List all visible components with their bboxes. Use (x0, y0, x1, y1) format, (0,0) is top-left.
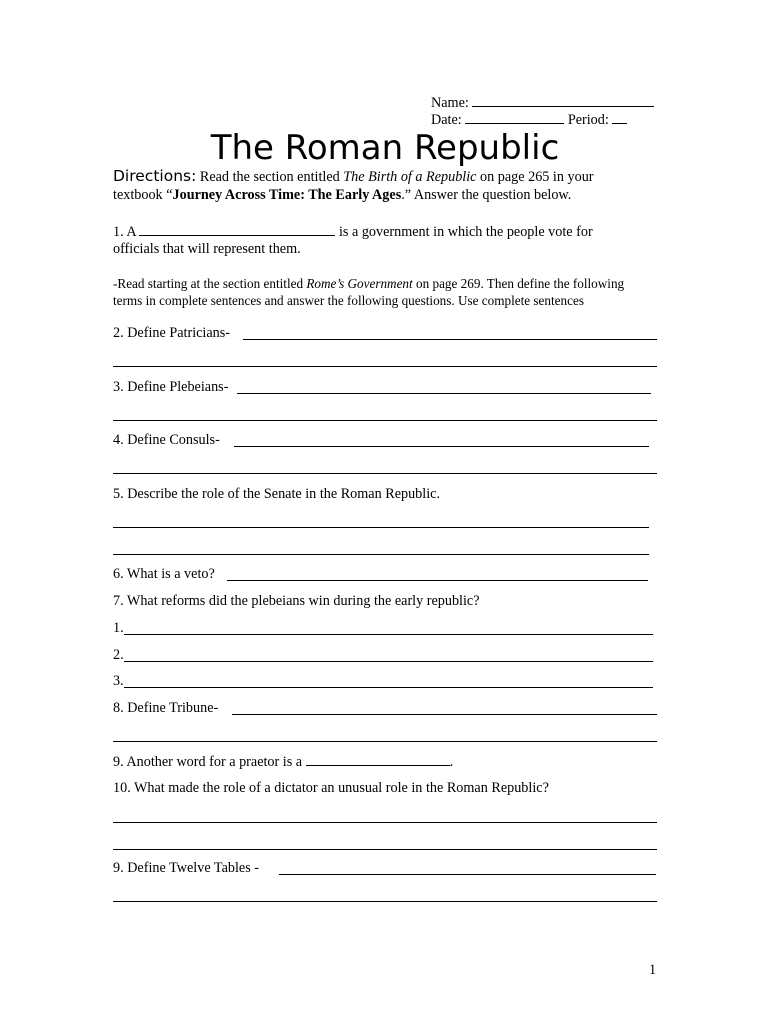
question-twelve-tables: 9. Define Twelve Tables - (113, 860, 260, 876)
q9-text: 9. Another word for a praetor is a (113, 754, 303, 770)
twelve-tables-answer-line[interactable] (279, 874, 656, 875)
q2-answer-line[interactable] (113, 366, 657, 367)
read-instructions-line-2: terms in complete sentences and answer the following questions. Use complete sentences (113, 293, 584, 308)
q4-answer-line[interactable] (234, 446, 649, 447)
q3-answer-line[interactable] (113, 420, 657, 421)
q7-item-label: 3. (113, 673, 124, 689)
question-8: 8. Define Tribune- (113, 700, 219, 716)
q9-period: . (449, 754, 454, 770)
read-text-1: -Read starting at the section entitled (113, 276, 307, 291)
q5-answer-line[interactable] (113, 527, 649, 528)
question-2: 2. Define Patricians- (113, 325, 231, 341)
q10-answer-line[interactable] (113, 849, 657, 850)
directions-line-2 (113, 187, 571, 204)
q3-answer-line[interactable] (237, 393, 651, 394)
q4-answer-line[interactable] (113, 473, 657, 474)
read-section-title: Rome’s Government (306, 276, 413, 291)
question-3: 3. Define Plebeians- (113, 379, 229, 395)
read-instructions-line-1 (113, 276, 624, 292)
question-5: 5. Describe the role of the Senate in the Roman Republic. (113, 486, 441, 502)
date-period-field (431, 111, 627, 129)
period-label: Period: (567, 112, 609, 128)
q7-item-label: 2. (113, 647, 124, 663)
q1-prefix: 1. A (113, 224, 136, 240)
directions-text-3: textbook “ (113, 187, 173, 203)
q5-answer-line[interactable] (113, 554, 649, 555)
name-blank[interactable] (472, 94, 654, 107)
question-1 (113, 223, 593, 241)
q10-answer-line[interactable] (113, 822, 657, 823)
name-label: Name: (431, 95, 469, 111)
q2-answer-line[interactable] (243, 339, 657, 340)
date-label: Date: (431, 112, 462, 128)
directions-text: Read the section entitled (199, 169, 344, 185)
page-title: The Roman Republic (210, 128, 560, 168)
q7-item-line[interactable] (124, 634, 653, 635)
directions-line-1 (113, 168, 594, 186)
question-10: 10. What made the role of a dictator an unusual role in the Roman Republic? (113, 780, 549, 796)
read-text-2: on page 269. Then define the following (412, 276, 625, 291)
name-field[interactable] (431, 94, 654, 112)
question-9 (113, 753, 453, 771)
directions-text-4: .” Answer the question below. (401, 187, 572, 203)
directions-label: Directions: (113, 167, 197, 185)
q8-answer-line[interactable] (232, 714, 657, 715)
page-number: 1 (649, 962, 657, 978)
question-7: 7. What reforms did the plebeians win during the early republic? (113, 593, 480, 609)
twelve-tables-answer-line[interactable] (113, 901, 657, 902)
question-6: 6. What is a veto? (113, 566, 215, 582)
q7-item-line[interactable] (124, 687, 653, 688)
q8-answer-line[interactable] (113, 741, 657, 742)
q1-suffix: is a government in which the people vote for (338, 224, 593, 240)
q7-item-line[interactable] (124, 661, 653, 662)
directions-section-title: The Birth of a Republic (343, 169, 477, 185)
q6-answer-line[interactable] (227, 580, 648, 581)
textbook-title: Journey Across Time: The Early Ages (172, 187, 402, 203)
question-4: 4. Define Consuls- (113, 432, 220, 448)
date-blank[interactable] (465, 111, 564, 124)
q1-line-2: officials that will represent them. (113, 241, 301, 257)
q7-item-label: 1. (113, 620, 124, 636)
period-blank[interactable] (612, 111, 627, 124)
q1-blank[interactable] (139, 223, 335, 236)
q9-blank[interactable] (306, 753, 450, 766)
directions-text-2: on page 265 in your (476, 169, 594, 185)
